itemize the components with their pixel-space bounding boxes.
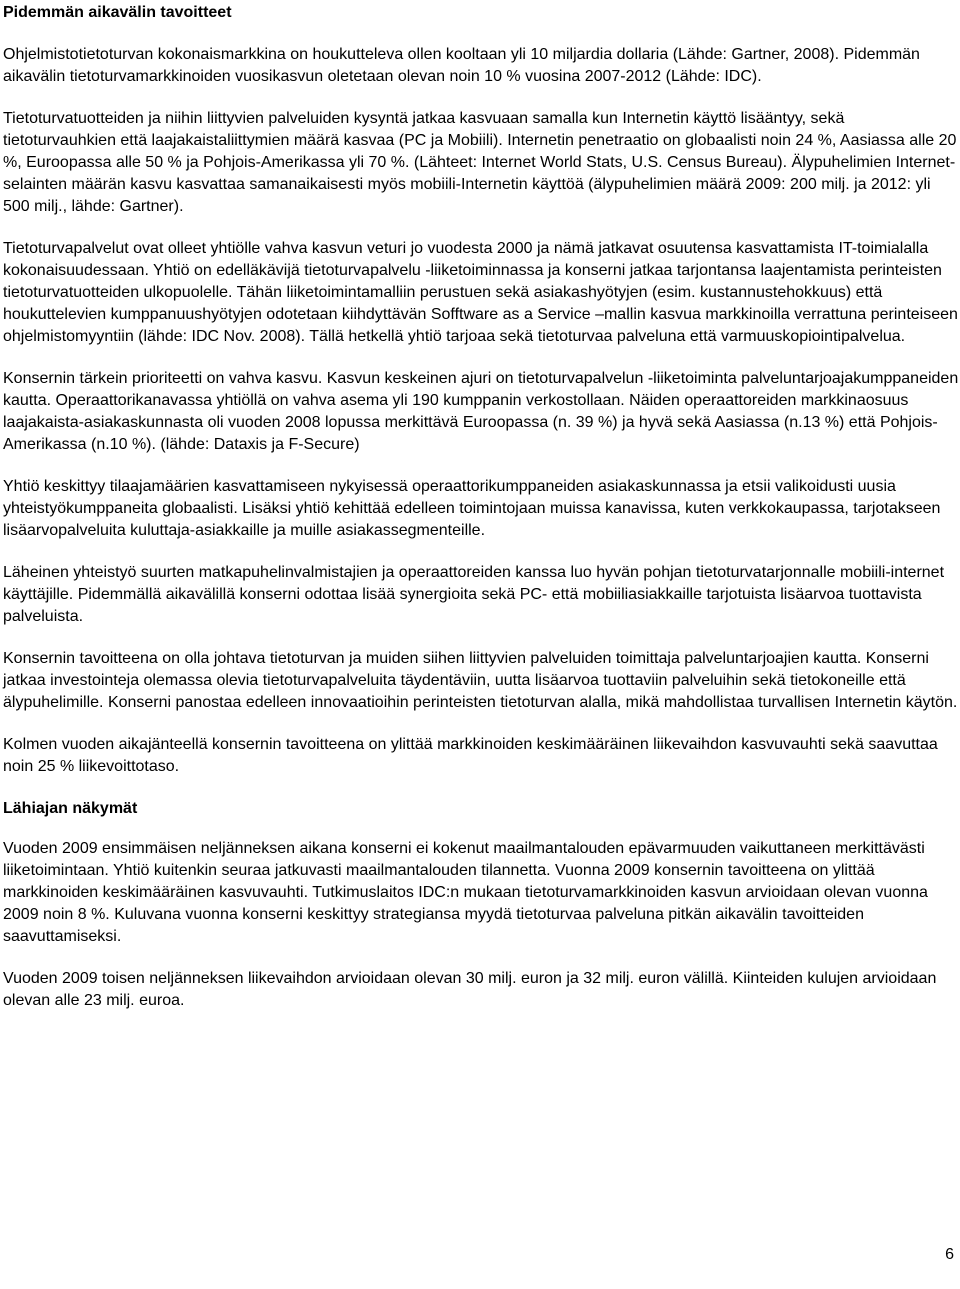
paragraph-security-services: Tietoturvapalvelut ovat olleet yhtiölle vahva kasvun veturi jo vuodesta 2000 ja nämä jatkavat osuutensa kasvattamista IT-toimialalla kokonaisuudessaan. Yhtiö on edelläkävijä tietoturvapalvelu -liiketoiminnassa ja konserni jatkaa tarjontansa laajentamista perinteisten tietoturvatuotteiden ulkopuolelle. Tähän liiketoimintamalliin perustuen sekä asiakashyötyjen (esim. kustannustehokkuus) että houkuttelevien kumppanuushyötyjen odotetaan kiihdyttävän Sofftware as a Service –mallin kasvua markkinoilla verrattuna perinteiseen ohjelmistomyyntiin (lähde: IDC Nov. 2008). Tällä hetkellä yhtiö tarjoaa sekä tietoturvaa palveluna että varmuuskopiointipalvelua. — [3, 240, 958, 345]
paragraph-market-size: Ohjelmistotietoturvan kokonaismarkkina on houkutteleva ollen kooltaan yli 10 miljardia dollaria (Lähde: Gartner, 2008). Pidemmän aikavälin tietoturvamarkkinoiden vuosikasvun oletetaan olevan noin 10 % vuosina 2007-2012 (Lähde: IDC). — [3, 46, 920, 85]
section-heading-outlook: Lähiajan näkymät — [3, 800, 138, 817]
paragraph-q2-revenue-estimate: Vuoden 2009 toisen neljänneksen liikevaihdon arvioidaan olevan 30 milj. euron ja 32 milj. euron välillä. Kiinteiden kulujen arvioidaan olevan alle 23 milj. euroa. — [3, 970, 937, 1009]
paragraph-mobile-cooperation: Läheinen yhteistyö suurten matkapuhelinvalmistajien ja operaattoreiden kanssa luo hyvän pohjan tietoturvatarjonnalle mobiili-internet käyttäjille. Pidemmällä aikavälillä konserni odottaa lisää synergioita sekä PC- että mobiiliasiakkaille tarjotuista lisäarvoa tuottavista palveluista. — [3, 564, 945, 625]
paragraph-three-year-target: Kolmen vuoden aikajänteellä konsernin tavoitteena on ylittää markkinoiden keskimääräinen liikevaihdon kasvuvauhti sekä saavuttaa noin 25 % liikevoittotaso. — [3, 736, 938, 775]
paragraph-growth-priority: Konsernin tärkein prioriteetti on vahva kasvu. Kasvun keskeinen ajuri on tietoturvapalvelun -liiketoiminta palveluntarjoajakumppaneiden kautta. Operaattorikanavassa yhtiöllä on vahva asema yli 190 kumppanin verkostollaan. Näiden operaattoreiden markkinaosuus laajakaista-asiakaskunnasta oli vuoden 2008 lopussa merkittävä Euroopassa (n. 39 %) ja hyvä sekä Aasiassa (n.13 %) että Pohjois-Amerikassa (n.10 %). (lähde: Dataxis ja F-Secure) — [3, 370, 959, 453]
paragraph-demand-growth: Tietoturvatuotteiden ja niihin liittyvien palveluiden kysyntä jatkaa kasvuaan samalla kun Internetin käyttö lisääntyy, sekä tietoturvauhkien että laajakaistaliittymien määrä kasvaa (PC ja Mobiili). Internetin penetraatio on globaalisti noin 24 %, Aasiassa alle 20 %, Euroopassa alle 50 % ja Pohjois-Amerikassa yli 70 %. (Lähteet: Internet World Stats, U.S. Census Bureau). Älypuhelimien Internet-selainten määrän kasvu kasvattaa samanaikaisesti myös mobiili-Internetin käyttöä (älypuhelimien määrä 2009: 200 milj. ja 2012: yli 500 milj., lähde: Gartner). — [3, 110, 957, 215]
section-heading-long-term-goals: Pidemmän aikavälin tavoitteet — [3, 4, 232, 21]
paragraph-q1-outlook: Vuoden 2009 ensimmäisen neljänneksen aikana konserni ei kokenut maailmantalouden epävarmuuden vaikuttaneen merkittävästi liiketoimintaan. Yhtiö kuitenkin seuraa jatkuvasti maailmantalouden tilannetta. Vuonna 2009 konsernin tavoitteena on ylittää markkinoiden keskimääräinen kasvuvauhti. Tutkimuslaitos IDC:n mukaan tietoturvamarkkinoiden kasvun arvioidaan olevan vuonna 2009 noin 8 %. Kuluvana vuonna konserni keskittyy strategiansa myydä tietoturvaa palveluna pitkän aikavälin tavoitteiden saavuttamiseksi. — [3, 840, 928, 945]
document-page — [3, 0, 960, 1012]
paragraph-group-goal: Konsernin tavoitteena on olla johtava tietoturvan ja muiden siihen liittyvien palveluiden toimittaja palveluntarjoajien kautta. Konserni jatkaa investointeja olemassa olevia tietoturvapalveluita täydentäviin, uutta lisäarvoa tuottaviin palveluihin sekä tietokoneille että älypuhelimille. Konserni panostaa edelleen innovaatioihin perinteisten tietoturvan alalla, mikä mahdollistaa turvallisen Internetin käytön. — [3, 650, 958, 711]
page-number: 6 — [945, 1246, 954, 1263]
paragraph-subscriber-growth: Yhtiö keskittyy tilaajamäärien kasvattamiseen nykyisessä operaattorikumppaneiden asiakaskunnassa ja etsii valikoidusti uusia yhteistyökumppaneita globaalisti. Lisäksi yhtiö kehittää edelleen toimintojaan muissa kanavissa, kuten verkkokaupassa, tarjotakseen lisäarvopalveluita kuluttaja-asiakkaille ja muille asiakassegmenteille. — [3, 478, 941, 539]
